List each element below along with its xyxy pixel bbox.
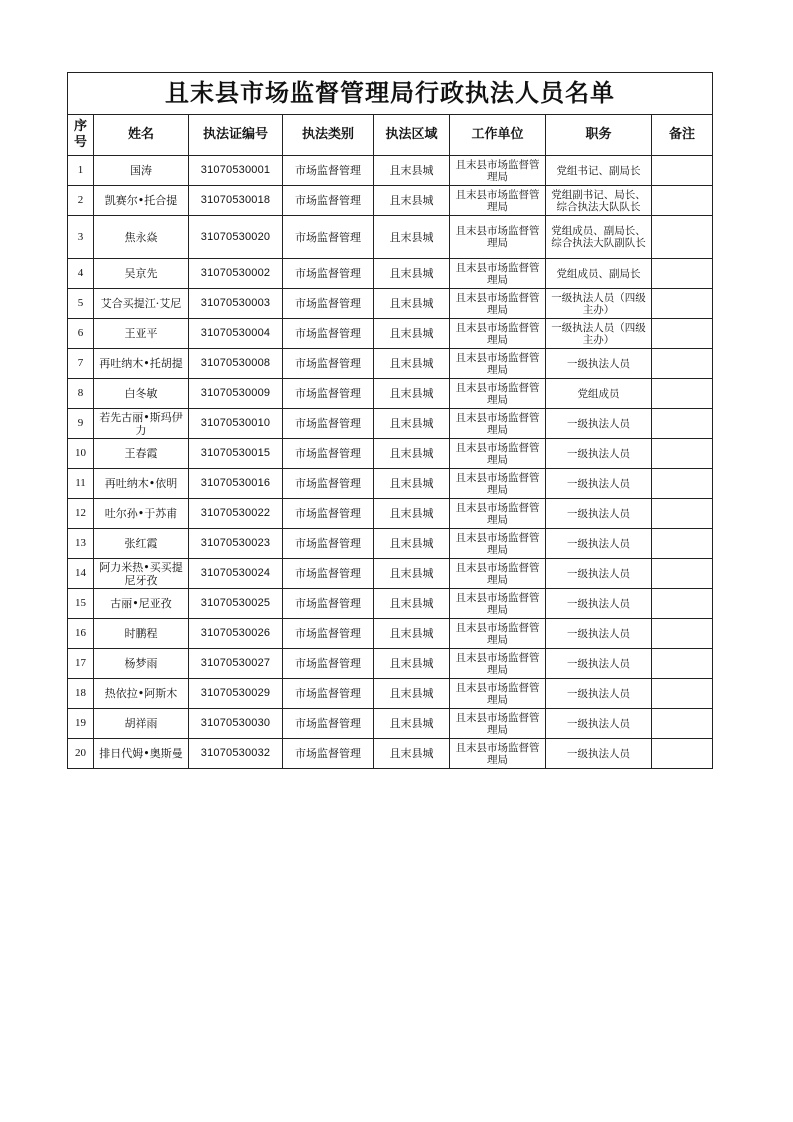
row-cert-number: 31070530022	[189, 499, 283, 529]
row-index: 16	[68, 619, 94, 649]
row-category: 市场监督管理	[283, 216, 374, 259]
table-row	[68, 469, 713, 499]
row-note	[652, 319, 713, 349]
row-region: 且末县城	[374, 739, 450, 769]
row-category: 市场监督管理	[283, 259, 374, 289]
row-name: 张红霞	[94, 529, 189, 559]
row-note	[652, 739, 713, 769]
table-body	[68, 156, 713, 769]
header-region: 执法区域	[374, 115, 450, 156]
row-note	[652, 409, 713, 439]
row-category: 市场监督管理	[283, 469, 374, 499]
row-cert-number: 31070530020	[189, 216, 283, 259]
row-category: 市场监督管理	[283, 319, 374, 349]
table-row	[68, 216, 713, 259]
row-category: 市场监督管理	[283, 289, 374, 319]
row-work-unit: 且末县市场监督管理局	[450, 379, 546, 409]
row-region: 且末县城	[374, 186, 450, 216]
row-note	[652, 709, 713, 739]
row-name: 王亚平	[94, 319, 189, 349]
row-index: 12	[68, 499, 94, 529]
personnel-table	[67, 72, 713, 769]
row-name: 王春霞	[94, 439, 189, 469]
row-work-unit: 且末县市场监督管理局	[450, 409, 546, 439]
row-position: 一级执法人员	[546, 559, 652, 589]
row-cert-number: 31070530003	[189, 289, 283, 319]
row-work-unit: 且末县市场监督管理局	[450, 469, 546, 499]
row-cert-number: 31070530026	[189, 619, 283, 649]
row-index: 5	[68, 289, 94, 319]
table-row	[68, 529, 713, 559]
row-name: 再吐纳木•依明	[94, 469, 189, 499]
row-cert-number: 31070530009	[189, 379, 283, 409]
row-region: 且末县城	[374, 709, 450, 739]
row-region: 且末县城	[374, 469, 450, 499]
row-category: 市场监督管理	[283, 349, 374, 379]
row-work-unit: 且末县市场监督管理局	[450, 259, 546, 289]
row-cert-number: 31070530001	[189, 156, 283, 186]
row-region: 且末县城	[374, 439, 450, 469]
row-note	[652, 379, 713, 409]
row-work-unit: 且末县市场监督管理局	[450, 619, 546, 649]
row-region: 且末县城	[374, 156, 450, 186]
row-region: 且末县城	[374, 379, 450, 409]
row-index: 1	[68, 156, 94, 186]
table-row	[68, 559, 713, 589]
header-unit: 工作单位	[450, 115, 546, 156]
row-category: 市场监督管理	[283, 649, 374, 679]
row-category: 市场监督管理	[283, 409, 374, 439]
row-work-unit: 且末县市场监督管理局	[450, 709, 546, 739]
row-index: 18	[68, 679, 94, 709]
row-work-unit: 且末县市场监督管理局	[450, 589, 546, 619]
row-index: 11	[68, 469, 94, 499]
row-name: 凯赛尔•托合提	[94, 186, 189, 216]
row-region: 且末县城	[374, 559, 450, 589]
table-row	[68, 409, 713, 439]
row-note	[652, 289, 713, 319]
row-name: 艾合买提江·艾尼	[94, 289, 189, 319]
row-index: 20	[68, 739, 94, 769]
row-position: 党组副书记、局长、综合执法大队队长	[546, 186, 652, 216]
row-work-unit: 且末县市场监督管理局	[450, 349, 546, 379]
row-position: 一级执法人员	[546, 709, 652, 739]
row-name: 杨梦雨	[94, 649, 189, 679]
page-title: 且末县市场监督管理局行政执法人员名单	[68, 73, 713, 115]
row-note	[652, 216, 713, 259]
row-note	[652, 619, 713, 649]
row-region: 且末县城	[374, 679, 450, 709]
row-note	[652, 679, 713, 709]
row-index: 15	[68, 589, 94, 619]
row-region: 且末县城	[374, 259, 450, 289]
row-work-unit: 且末县市场监督管理局	[450, 186, 546, 216]
table-row	[68, 649, 713, 679]
row-note	[652, 439, 713, 469]
row-position: 党组成员、副局长、综合执法大队副队长	[546, 216, 652, 259]
row-position: 一级执法人员（四级主办）	[546, 289, 652, 319]
header-note: 备注	[652, 115, 713, 156]
row-position: 一级执法人员	[546, 529, 652, 559]
row-index: 6	[68, 319, 94, 349]
row-index: 2	[68, 186, 94, 216]
header-index: 序号	[68, 115, 94, 156]
table-row	[68, 439, 713, 469]
header-name: 姓名	[94, 115, 189, 156]
row-cert-number: 31070530015	[189, 439, 283, 469]
row-index: 10	[68, 439, 94, 469]
row-name: 排日代姆•奥斯曼	[94, 739, 189, 769]
row-index: 13	[68, 529, 94, 559]
table-row	[68, 589, 713, 619]
row-name: 胡祥雨	[94, 709, 189, 739]
row-index: 8	[68, 379, 94, 409]
row-name: 吴京先	[94, 259, 189, 289]
row-position: 党组书记、副局长	[546, 156, 652, 186]
row-note	[652, 259, 713, 289]
row-note	[652, 349, 713, 379]
table-row	[68, 739, 713, 769]
row-index: 19	[68, 709, 94, 739]
row-name: 阿力米热•买买提尼牙孜	[94, 559, 189, 589]
row-category: 市场监督管理	[283, 589, 374, 619]
row-category: 市场监督管理	[283, 739, 374, 769]
row-index: 4	[68, 259, 94, 289]
row-name: 白冬敏	[94, 379, 189, 409]
row-note	[652, 469, 713, 499]
row-region: 且末县城	[374, 619, 450, 649]
row-category: 市场监督管理	[283, 709, 374, 739]
row-work-unit: 且末县市场监督管理局	[450, 439, 546, 469]
row-region: 且末县城	[374, 499, 450, 529]
row-position: 一级执法人员	[546, 619, 652, 649]
row-work-unit: 且末县市场监督管理局	[450, 216, 546, 259]
row-note	[652, 499, 713, 529]
row-category: 市场监督管理	[283, 439, 374, 469]
row-name: 国涛	[94, 156, 189, 186]
row-work-unit: 且末县市场监督管理局	[450, 649, 546, 679]
row-cert-number: 31070530010	[189, 409, 283, 439]
row-position: 一级执法人员（四级主办）	[546, 319, 652, 349]
row-cert-number: 31070530030	[189, 709, 283, 739]
row-cert-number: 31070530016	[189, 469, 283, 499]
row-name: 再吐纳木•托胡提	[94, 349, 189, 379]
row-position: 一级执法人员	[546, 649, 652, 679]
row-position: 一级执法人员	[546, 409, 652, 439]
row-region: 且末县城	[374, 349, 450, 379]
row-category: 市场监督管理	[283, 379, 374, 409]
row-region: 且末县城	[374, 319, 450, 349]
table-row	[68, 319, 713, 349]
row-category: 市场监督管理	[283, 679, 374, 709]
row-index: 9	[68, 409, 94, 439]
row-region: 且末县城	[374, 289, 450, 319]
table-row	[68, 156, 713, 186]
table-row	[68, 289, 713, 319]
row-index: 14	[68, 559, 94, 589]
row-cert-number: 31070530025	[189, 589, 283, 619]
row-note	[652, 529, 713, 559]
row-name: 热依拉•阿斯木	[94, 679, 189, 709]
row-name: 若先古丽•斯玛伊力	[94, 409, 189, 439]
row-work-unit: 且末县市场监督管理局	[450, 679, 546, 709]
row-cert-number: 31070530008	[189, 349, 283, 379]
row-name: 古丽•尼亚孜	[94, 589, 189, 619]
table-row	[68, 186, 713, 216]
row-position: 党组成员、副局长	[546, 259, 652, 289]
row-work-unit: 且末县市场监督管理局	[450, 289, 546, 319]
row-category: 市场监督管理	[283, 559, 374, 589]
row-note	[652, 649, 713, 679]
row-cert-number: 31070530002	[189, 259, 283, 289]
row-work-unit: 且末县市场监督管理局	[450, 559, 546, 589]
header-category: 执法类别	[283, 115, 374, 156]
row-index: 3	[68, 216, 94, 259]
table-row	[68, 499, 713, 529]
row-cert-number: 31070530018	[189, 186, 283, 216]
row-name: 吐尔孙•于苏甫	[94, 499, 189, 529]
row-cert-number: 31070530024	[189, 559, 283, 589]
row-position: 一级执法人员	[546, 589, 652, 619]
row-work-unit: 且末县市场监督管理局	[450, 529, 546, 559]
table-row	[68, 259, 713, 289]
row-cert-number: 31070530004	[189, 319, 283, 349]
table-row	[68, 679, 713, 709]
row-cert-number: 31070530032	[189, 739, 283, 769]
header-cert: 执法证编号	[189, 115, 283, 156]
personnel-sheet	[67, 72, 712, 769]
row-category: 市场监督管理	[283, 186, 374, 216]
row-note	[652, 589, 713, 619]
row-category: 市场监督管理	[283, 619, 374, 649]
row-region: 且末县城	[374, 529, 450, 559]
header-position: 职务	[546, 115, 652, 156]
table-row	[68, 619, 713, 649]
row-cert-number: 31070530027	[189, 649, 283, 679]
row-name: 焦永焱	[94, 216, 189, 259]
row-region: 且末县城	[374, 216, 450, 259]
row-note	[652, 186, 713, 216]
row-region: 且末县城	[374, 589, 450, 619]
table-row	[68, 709, 713, 739]
row-cert-number: 31070530023	[189, 529, 283, 559]
row-position: 党组成员	[546, 379, 652, 409]
row-work-unit: 且末县市场监督管理局	[450, 739, 546, 769]
table-header-row	[68, 115, 713, 156]
row-note	[652, 559, 713, 589]
table-row	[68, 379, 713, 409]
row-category: 市场监督管理	[283, 156, 374, 186]
row-position: 一级执法人员	[546, 499, 652, 529]
table-row	[68, 349, 713, 379]
row-work-unit: 且末县市场监督管理局	[450, 499, 546, 529]
row-region: 且末县城	[374, 649, 450, 679]
row-index: 7	[68, 349, 94, 379]
row-region: 且末县城	[374, 409, 450, 439]
row-position: 一级执法人员	[546, 349, 652, 379]
row-position: 一级执法人员	[546, 469, 652, 499]
row-index: 17	[68, 649, 94, 679]
row-position: 一级执法人员	[546, 439, 652, 469]
row-category: 市场监督管理	[283, 499, 374, 529]
row-work-unit: 且末县市场监督管理局	[450, 319, 546, 349]
row-position: 一级执法人员	[546, 739, 652, 769]
row-note	[652, 156, 713, 186]
row-name: 时鹏程	[94, 619, 189, 649]
row-work-unit: 且末县市场监督管理局	[450, 156, 546, 186]
row-category: 市场监督管理	[283, 529, 374, 559]
row-cert-number: 31070530029	[189, 679, 283, 709]
row-position: 一级执法人员	[546, 679, 652, 709]
